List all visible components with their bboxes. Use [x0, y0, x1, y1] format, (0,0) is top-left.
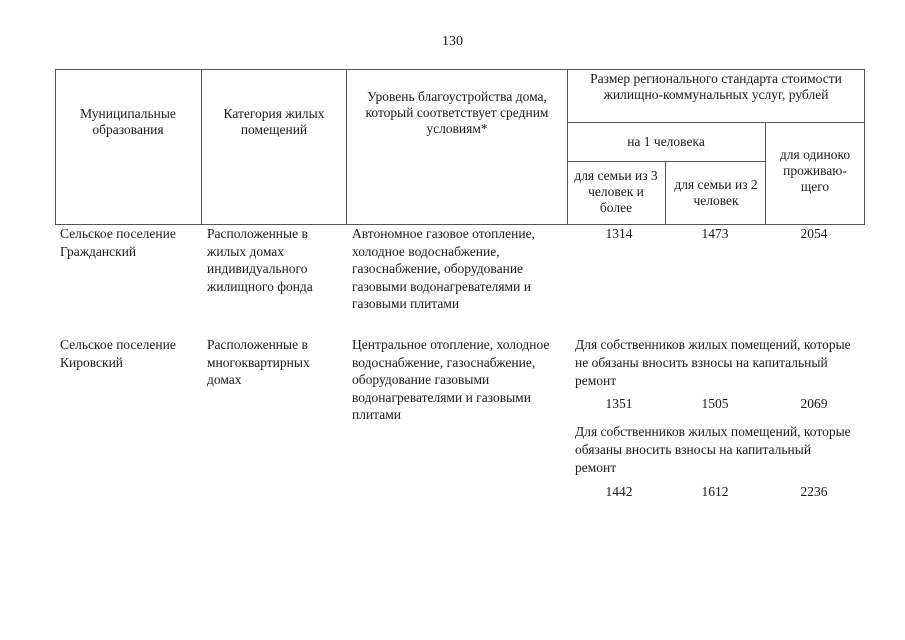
- subgroup-note: Для собственников жилых помещений, которые не обязаны вносить взносы на капитальный ремонт: [575, 337, 851, 388]
- page-number: 130: [442, 34, 463, 49]
- value-single: 2054: [800, 226, 828, 241]
- value-family3: 1351: [605, 396, 633, 411]
- header-single: для одиноко проживаю-щего: [779, 147, 851, 194]
- value-family2: 1612: [701, 484, 729, 499]
- header-family2: для семьи из 2 человек: [674, 177, 758, 208]
- value-single: 2236: [800, 484, 828, 499]
- row-municipality: Сельское поселение Кировский: [60, 337, 176, 370]
- value-single: 2069: [800, 396, 828, 411]
- value-family2: 1505: [701, 396, 729, 411]
- row-municipality: Сельское поселение Гражданский: [60, 226, 176, 259]
- value-family2: 1473: [701, 226, 729, 241]
- subgroup-note: Для собственников жилых помещений, которые обязаны вносить взносы на капитальный ремонт: [575, 424, 851, 475]
- value-family3: 1442: [605, 484, 633, 499]
- value-family3: 1314: [605, 226, 633, 241]
- row-category: Расположенные в многоквартирных домах: [207, 337, 310, 387]
- header-category: Категория жилых помещений: [223, 106, 325, 137]
- row-category: Расположенные в жилых домах индивидуального жилищного фонда: [207, 226, 313, 294]
- header-standard: Размер регионального стандарта стоимости жилищно-коммунальных услуг, рублей: [590, 71, 842, 102]
- header-family3: для семьи из 3 человек и более: [574, 168, 658, 215]
- row-comfort: Автономное газовое отопление, холодное водоснабжение, газоснабжение, оборудование газовыми водонагревателями и газовыми плитами: [352, 226, 535, 311]
- header-comfort: Уровень благоустройства дома, который соответствует средним условиям*: [365, 89, 549, 136]
- header-per-person: на 1 человека: [627, 134, 705, 149]
- row-comfort: Центральное отопление, холодное водоснабжение, газоснабжение, оборудование газовыми водонагревателями и газовыми плитами: [352, 337, 550, 422]
- header-municipality: Муниципальные образования: [80, 106, 176, 137]
